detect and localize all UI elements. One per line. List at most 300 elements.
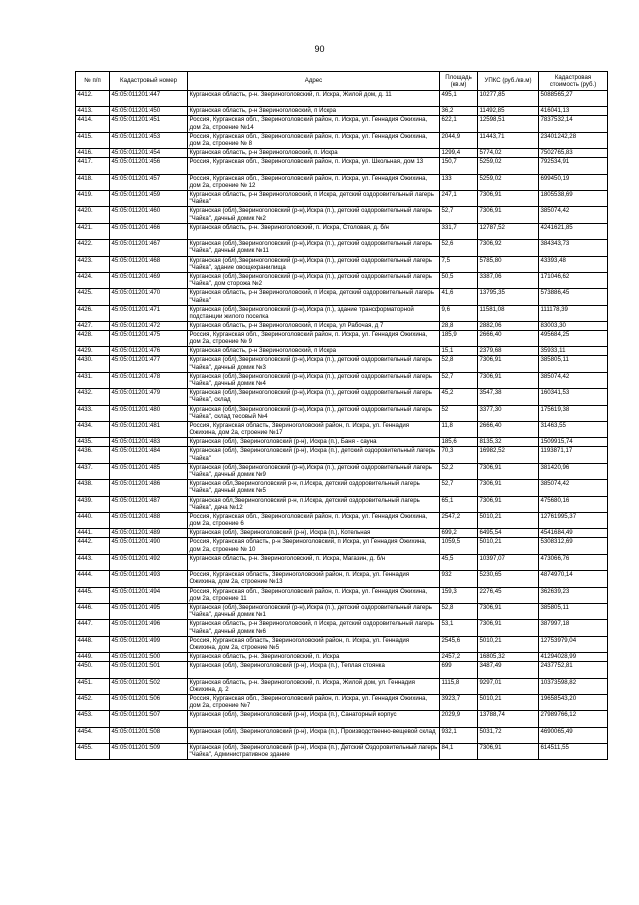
cell-cadastral-value: 35933,11 xyxy=(539,347,608,356)
cell-upks: 13795,35 xyxy=(478,289,539,305)
cell-row-number: 4417. xyxy=(76,158,110,174)
cell-address: Курганская (обл),Звериноголовский (р-н),Искра (п.), детский оздоровительный лагерь "Чайка", здание овощехранилища xyxy=(188,256,440,272)
cell-row-number: 4432. xyxy=(76,389,110,405)
cell-row-number: 4441. xyxy=(76,529,110,538)
table-row xyxy=(76,603,608,619)
cell-cadastral-value: 43393,48 xyxy=(539,256,608,272)
cell-cadastral-number: 45:05:011201:467 xyxy=(110,240,188,256)
cell-cadastral-number: 45:05:011201:506 xyxy=(110,694,188,710)
cell-address: Курганская область, р-н Звериноголовский, п Искра xyxy=(188,107,440,116)
cell-cadastral-value: 160341,53 xyxy=(539,389,608,405)
cell-row-number: 4424. xyxy=(76,272,110,288)
cell-row-number: 4438. xyxy=(76,480,110,496)
cell-address: Россия, Курганская обл., Звериноголовский район, п. Искра, ул. Геннадия Ожихина, дом 2а, строение № 12 xyxy=(188,174,440,190)
cell-area: 2457,2 xyxy=(440,653,478,662)
cell-address: Россия, Курганская область, р-н Звериноголовский, п Искра, ул Геннадия Ожихина, дом 2а, строение № 10 xyxy=(188,538,440,554)
table-row xyxy=(76,240,608,256)
cell-cadastral-value: 2437752,81 xyxy=(539,662,608,678)
cell-cadastral-value: 385074,42 xyxy=(539,480,608,496)
cell-cadastral-number: 45:05:011201:478 xyxy=(110,372,188,388)
header-upks: УПКС (руб./кв.м) xyxy=(478,72,539,91)
cell-address: Курганская обл,Звериноголовский р-н, п.Искра, детский оздоровительный лагерь "Чайка", дача №12 xyxy=(188,496,440,512)
cell-upks: 5785,80 xyxy=(478,256,539,272)
cell-area: 150,7 xyxy=(440,158,478,174)
cell-upks: 7306,91 xyxy=(478,463,539,479)
cell-area: 2545,6 xyxy=(440,636,478,652)
cadastral-value-table xyxy=(75,71,608,760)
cell-upks: 11492,85 xyxy=(478,107,539,116)
cell-cadastral-number: 45:05:011201:454 xyxy=(110,149,188,158)
cell-upks: 6495,54 xyxy=(478,529,539,538)
cell-cadastral-number: 45:05:011201:490 xyxy=(110,538,188,554)
cell-cadastral-number: 45:05:011201:472 xyxy=(110,322,188,331)
table-row xyxy=(76,158,608,174)
table-row xyxy=(76,438,608,447)
cell-row-number: 4440. xyxy=(76,512,110,528)
cell-address: Курганская область, р-н. Звериноголовский, п. Искра, Магазин, д. б/н xyxy=(188,554,440,570)
cell-cadastral-number: 45:05:011201:485 xyxy=(110,463,188,479)
cell-cadastral-number: 45:05:011201:493 xyxy=(110,571,188,587)
table-row xyxy=(76,480,608,496)
cell-row-number: 4454. xyxy=(76,727,110,743)
header-number: № п/п xyxy=(76,72,110,91)
cell-address: Курганская (обл), Звериноголовский (р-н), Искра (п.), Производственно-вещевой склад xyxy=(188,727,440,743)
cell-area: 41,6 xyxy=(440,289,478,305)
cell-area: 2044,9 xyxy=(440,132,478,148)
table-header-row xyxy=(76,72,608,91)
cell-area: 52,7 xyxy=(440,207,478,223)
cell-cadastral-number: 45:05:011201:475 xyxy=(110,331,188,347)
cell-area: 247,1 xyxy=(440,190,478,206)
table-row xyxy=(76,132,608,148)
cell-upks: 5774,02 xyxy=(478,149,539,158)
cell-cadastral-number: 45:05:011201:508 xyxy=(110,727,188,743)
cell-cadastral-number: 45:05:011201:499 xyxy=(110,636,188,652)
cell-area: 185,6 xyxy=(440,438,478,447)
cell-cadastral-value: 171046,62 xyxy=(539,272,608,288)
cell-row-number: 4449. xyxy=(76,653,110,662)
cell-address: Курганская область, р-н. Звериноголовский, п. Искра, Столовая, д. б/н xyxy=(188,223,440,239)
cell-cadastral-number: 45:05:011201:447 xyxy=(110,91,188,107)
cell-row-number: 4428. xyxy=(76,331,110,347)
cell-cadastral-number: 45:05:011201:487 xyxy=(110,496,188,512)
cell-area: 133 xyxy=(440,174,478,190)
cell-area: 2547,2 xyxy=(440,512,478,528)
table-row xyxy=(76,322,608,331)
cell-cadastral-value: 7837532,14 xyxy=(539,116,608,132)
cell-upks: 12787,52 xyxy=(478,223,539,239)
cell-cadastral-number: 45:05:011201:507 xyxy=(110,711,188,727)
table-row xyxy=(76,116,608,132)
cell-upks: 7306,91 xyxy=(478,356,539,372)
cell-address: Россия, Курганская обл., Звериноголовский район, п. Искра, ул. Школьная, дом 13 xyxy=(188,158,440,174)
table-row xyxy=(76,496,608,512)
cell-area: 1115,8 xyxy=(440,678,478,694)
cell-address: Россия, Курганская обл., Звериноголовский район, п. Искра, ул. Геннадия Ожихина, дом 2а, строение № 9 xyxy=(188,331,440,347)
cell-cadastral-value: 4541684,49 xyxy=(539,529,608,538)
cell-cadastral-number: 45:05:011201:495 xyxy=(110,603,188,619)
cell-row-number: 4427. xyxy=(76,322,110,331)
cell-area: 185,9 xyxy=(440,331,478,347)
cell-cadastral-value: 111178,39 xyxy=(539,305,608,321)
cell-address: Курганская (обл),Звериноголовский (р-н),Искра (п.), детский оздоровительный лагерь "Чайка", дачный домик №11 xyxy=(188,240,440,256)
cell-area: 7,5 xyxy=(440,256,478,272)
cell-cadastral-number: 45:05:011201:479 xyxy=(110,389,188,405)
cell-address: Курганская (обл),Звериноголовский (р-н),Искра (п.), детский оздоровительный лагерь "Чайка", дачный домик №4 xyxy=(188,372,440,388)
cell-address: Курганская (обл),Звериноголовский (р-н),Искра (п.), детский оздоровительный лагерь "Чайка", дачный домик №3 xyxy=(188,356,440,372)
cell-address: Курганская (обл),Звериноголовский (р-н),Искра (п.), детский оздоровительный лагерь "Чайка", дом сторожа №2 xyxy=(188,272,440,288)
cell-area: 2029,9 xyxy=(440,711,478,727)
cell-cadastral-value: 385805,11 xyxy=(539,356,608,372)
cell-row-number: 4426. xyxy=(76,305,110,321)
cell-upks: 2666,40 xyxy=(478,422,539,438)
cell-cadastral-value: 31463,55 xyxy=(539,422,608,438)
cell-row-number: 4416. xyxy=(76,149,110,158)
cell-upks: 7306,91 xyxy=(478,496,539,512)
cell-row-number: 4443. xyxy=(76,554,110,570)
cell-cadastral-value: 381420,96 xyxy=(539,463,608,479)
cell-cadastral-value: 384343,73 xyxy=(539,240,608,256)
table-row xyxy=(76,694,608,710)
cell-address: Курганская (обл), Звериноголовский (р-н), Искра (п.), Санаторный корпус xyxy=(188,711,440,727)
table-row xyxy=(76,305,608,321)
cell-area: 932 xyxy=(440,571,478,587)
cell-address: Курганская (обл),Звериноголовский (р-н),Искра (п.), детский оздоровительный лагерь "Чайка", дачный домик №2 xyxy=(188,207,440,223)
cell-cadastral-number: 45:05:011201:459 xyxy=(110,190,188,206)
table-row xyxy=(76,636,608,652)
cell-address: Курганская (обл),Звериноголовский (р-н),Искра (п.), детский оздоровительный лагерь "Чайка", склад тесовый №4 xyxy=(188,405,440,421)
cell-upks: 5010,21 xyxy=(478,512,539,528)
header-address: Адрес xyxy=(188,72,440,91)
cell-cadastral-value: 495684,25 xyxy=(539,331,608,347)
cell-cadastral-number: 45:05:011201:509 xyxy=(110,744,188,760)
cell-row-number: 4455. xyxy=(76,744,110,760)
table-row xyxy=(76,512,608,528)
cell-cadastral-number: 45:05:011201:466 xyxy=(110,223,188,239)
cell-upks: 7306,91 xyxy=(478,190,539,206)
cell-address: Курганская область, р-н. Звериноголовский, п. Искра, Жилой дом, д. 11 xyxy=(188,91,440,107)
cell-cadastral-value: 5088565,27 xyxy=(539,91,608,107)
cell-upks: 9297,01 xyxy=(478,678,539,694)
cell-cadastral-value: 385074,42 xyxy=(539,372,608,388)
cell-area: 84,1 xyxy=(440,744,478,760)
cell-upks: 2666,40 xyxy=(478,331,539,347)
cell-row-number: 4444. xyxy=(76,571,110,587)
cell-address: Россия, Курганская обл., Звериноголовский район, п. Искра, ул. Геннадия Ожихина, дом 2а, строение № 8 xyxy=(188,132,440,148)
cell-row-number: 4445. xyxy=(76,587,110,603)
cell-area: 45,2 xyxy=(440,389,478,405)
cell-address: Курганская область, р-н Звериноголовский, п Искра xyxy=(188,347,440,356)
cell-cadastral-value: 4241621,85 xyxy=(539,223,608,239)
cell-cadastral-number: 45:05:011201:450 xyxy=(110,107,188,116)
cell-cadastral-value: 385074,42 xyxy=(539,207,608,223)
header-cadastral-number: Кадастровый номер xyxy=(110,72,188,91)
cell-cadastral-value: 12753979,04 xyxy=(539,636,608,652)
cell-upks: 7306,92 xyxy=(478,240,539,256)
cell-upks: 5010,21 xyxy=(478,694,539,710)
cell-upks: 7306,91 xyxy=(478,480,539,496)
table-row xyxy=(76,372,608,388)
cell-upks: 3387,06 xyxy=(478,272,539,288)
cell-address: Россия, Курганская область, Звериноголовский район, п. Искра, ул. Геннадия Ожихина, дом 2а, строение №17 xyxy=(188,422,440,438)
table-row xyxy=(76,223,608,239)
table-body xyxy=(76,91,608,760)
cell-cadastral-value: 41294028,99 xyxy=(539,653,608,662)
table-row xyxy=(76,272,608,288)
cell-cadastral-number: 45:05:011201:496 xyxy=(110,620,188,636)
cell-area: 11,8 xyxy=(440,422,478,438)
cell-cadastral-number: 45:05:011201:457 xyxy=(110,174,188,190)
cell-cadastral-number: 45:05:011201:492 xyxy=(110,554,188,570)
cell-row-number: 4421. xyxy=(76,223,110,239)
cell-address: Россия, Курганская обл., Звериноголовский район, п. Искра, ул. Геннадия Ожихина, дом 2а, строение №14 xyxy=(188,116,440,132)
cell-cadastral-value: 1805538,69 xyxy=(539,190,608,206)
cell-area: 28,8 xyxy=(440,322,478,331)
cell-upks: 10277,85 xyxy=(478,91,539,107)
cell-area: 159,3 xyxy=(440,587,478,603)
cell-upks: 5031,72 xyxy=(478,727,539,743)
cell-row-number: 4429. xyxy=(76,347,110,356)
table-row xyxy=(76,744,608,760)
cell-upks: 3487,49 xyxy=(478,662,539,678)
cell-row-number: 4434. xyxy=(76,422,110,438)
cell-upks: 8135,32 xyxy=(478,438,539,447)
cell-address: Курганская область, р-н. Звериноголовский, п. Искра, Жилой дом, ул. Геннадия Ожихина, д. 2 xyxy=(188,678,440,694)
cell-cadastral-value: 473066,76 xyxy=(539,554,608,570)
cell-upks: 7306,91 xyxy=(478,207,539,223)
cell-area: 1299,4 xyxy=(440,149,478,158)
table-row xyxy=(76,174,608,190)
cell-row-number: 4422. xyxy=(76,240,110,256)
table-row xyxy=(76,256,608,272)
cell-row-number: 4430. xyxy=(76,356,110,372)
cell-cadastral-value: 475680,16 xyxy=(539,496,608,512)
cell-cadastral-number: 45:05:011201:501 xyxy=(110,662,188,678)
table-row xyxy=(76,620,608,636)
cell-cadastral-value: 792534,91 xyxy=(539,158,608,174)
cell-cadastral-number: 45:05:011201:502 xyxy=(110,678,188,694)
cell-row-number: 4446. xyxy=(76,603,110,619)
cell-address: Курганская (обл), Звериноголовский (р-н), Искра (п.), Детский Оздоровительный лагерь "Чайка", Административное здание xyxy=(188,744,440,760)
cell-area: 45,5 xyxy=(440,554,478,570)
cell-upks: 5010,21 xyxy=(478,538,539,554)
table-row xyxy=(76,289,608,305)
cell-upks: 11581,08 xyxy=(478,305,539,321)
cell-upks: 2882,06 xyxy=(478,322,539,331)
cell-row-number: 4423. xyxy=(76,256,110,272)
cell-cadastral-number: 45:05:011201:500 xyxy=(110,653,188,662)
cell-area: 331,7 xyxy=(440,223,478,239)
cell-area: 52,8 xyxy=(440,603,478,619)
cell-cadastral-number: 45:05:011201:486 xyxy=(110,480,188,496)
cell-cadastral-number: 45:05:011201:456 xyxy=(110,158,188,174)
cell-cadastral-number: 45:05:011201:453 xyxy=(110,132,188,148)
cell-address: Россия, Курганская обл., Звериноголовский район, п. Искра, ул. Геннадия Ожихина, дом 2а, строение №7 xyxy=(188,694,440,710)
table-row xyxy=(76,207,608,223)
table-row xyxy=(76,356,608,372)
cell-cadastral-value: 7502765,83 xyxy=(539,149,608,158)
cell-address: Россия, Курганская область, Звериноголовский район, п. Искра, ул. Геннадия Ожихина, дом 2а, строение №13 xyxy=(188,571,440,587)
cell-address: Курганская (обл), Звериноголовский (р-н), Искра (п.), Теплая стоянка xyxy=(188,662,440,678)
table-row xyxy=(76,571,608,587)
cell-area: 3923,7 xyxy=(440,694,478,710)
cell-cadastral-number: 45:05:011201:469 xyxy=(110,272,188,288)
cell-area: 70,3 xyxy=(440,447,478,463)
cell-row-number: 4419. xyxy=(76,190,110,206)
cell-area: 52,7 xyxy=(440,480,478,496)
cell-row-number: 4451. xyxy=(76,678,110,694)
cell-cadastral-value: 614511,55 xyxy=(539,744,608,760)
cell-upks: 11443,71 xyxy=(478,132,539,148)
cell-area: 52 xyxy=(440,405,478,421)
cell-address: Курганская область, р-н Звериноголовский, п. Искра xyxy=(188,149,440,158)
cell-area: 699,2 xyxy=(440,529,478,538)
cell-area: 622,1 xyxy=(440,116,478,132)
cell-area: 1059,5 xyxy=(440,538,478,554)
cell-area: 52,7 xyxy=(440,372,478,388)
cell-row-number: 4447. xyxy=(76,620,110,636)
cell-row-number: 4452. xyxy=(76,694,110,710)
table-row xyxy=(76,727,608,743)
cell-cadastral-value: 83003,30 xyxy=(539,322,608,331)
table-row xyxy=(76,347,608,356)
cell-address: Курганская область, р-н Звериноголовский, п Искра, детский оздоровительный лагерь "Чайка" xyxy=(188,190,440,206)
table-row xyxy=(76,331,608,347)
cell-cadastral-number: 45:05:011201:460 xyxy=(110,207,188,223)
table-row xyxy=(76,678,608,694)
cell-cadastral-number: 45:05:011201:471 xyxy=(110,305,188,321)
cell-address: Курганская (обл),Звериноголовский (р-н),Искра (п.), детский оздоровительный лагерь "Чайка", дачный домик №9 xyxy=(188,463,440,479)
cell-upks: 10397,07 xyxy=(478,554,539,570)
cell-row-number: 4439. xyxy=(76,496,110,512)
cell-upks: 5010,21 xyxy=(478,636,539,652)
cell-cadastral-value: 387997,18 xyxy=(539,620,608,636)
cell-upks: 13788,74 xyxy=(478,711,539,727)
cell-area: 52,2 xyxy=(440,463,478,479)
table-row xyxy=(76,711,608,727)
table-row xyxy=(76,389,608,405)
cell-cadastral-value: 362639,23 xyxy=(539,587,608,603)
table-row xyxy=(76,107,608,116)
cell-row-number: 4425. xyxy=(76,289,110,305)
cell-cadastral-number: 45:05:011201:488 xyxy=(110,512,188,528)
cell-address: Курганская область, р-н. Звериноголовский, п. Искра xyxy=(188,653,440,662)
cell-row-number: 4448. xyxy=(76,636,110,652)
cell-area: 699 xyxy=(440,662,478,678)
cell-cadastral-value: 5308312,69 xyxy=(539,538,608,554)
table-row xyxy=(76,653,608,662)
cell-cadastral-value: 1193871,17 xyxy=(539,447,608,463)
cell-upks: 2276,45 xyxy=(478,587,539,603)
cell-cadastral-number: 45:05:011201:451 xyxy=(110,116,188,132)
cell-cadastral-value: 175619,38 xyxy=(539,405,608,421)
cell-cadastral-value: 27989766,12 xyxy=(539,711,608,727)
cell-upks: 7306,91 xyxy=(478,744,539,760)
cell-address: Россия, Курганская область, Звериноголовский район, п. Искра, ул. Геннадия Ожихина, дом 2а, строение №5 xyxy=(188,636,440,652)
cell-row-number: 4435. xyxy=(76,438,110,447)
cell-cadastral-number: 45:05:011201:480 xyxy=(110,405,188,421)
cell-cadastral-number: 45:05:011201:477 xyxy=(110,356,188,372)
table-row xyxy=(76,554,608,570)
table-row xyxy=(76,529,608,538)
cell-row-number: 4414. xyxy=(76,116,110,132)
cell-upks: 3377,30 xyxy=(478,405,539,421)
cell-row-number: 4436. xyxy=(76,447,110,463)
cell-area: 65,1 xyxy=(440,496,478,512)
table-row xyxy=(76,405,608,421)
cell-cadastral-number: 45:05:011201:489 xyxy=(110,529,188,538)
cell-row-number: 4433. xyxy=(76,405,110,421)
cell-cadastral-number: 45:05:011201:468 xyxy=(110,256,188,272)
cell-area: 50,5 xyxy=(440,272,478,288)
cell-upks: 5259,02 xyxy=(478,174,539,190)
cell-cadastral-value: 19658543,20 xyxy=(539,694,608,710)
cell-row-number: 4415. xyxy=(76,132,110,148)
cell-row-number: 4420. xyxy=(76,207,110,223)
cell-upks: 5230,65 xyxy=(478,571,539,587)
cell-upks: 7306,91 xyxy=(478,372,539,388)
table-row xyxy=(76,538,608,554)
cell-address: Курганская (обл), Звериноголовский (р-н), Искра (п.), Баня - сауна xyxy=(188,438,440,447)
table-row xyxy=(76,91,608,107)
cell-address: Курганская (обл),Звериноголовский (р-н),Искра (п.), детский оздоровительный лагерь "Чайка", дачный домик №1 xyxy=(188,603,440,619)
cell-upks: 16805,32 xyxy=(478,653,539,662)
cell-upks: 16982,52 xyxy=(478,447,539,463)
cell-row-number: 4450. xyxy=(76,662,110,678)
cell-area: 15,1 xyxy=(440,347,478,356)
cell-row-number: 4442. xyxy=(76,538,110,554)
cell-area: 495,1 xyxy=(440,91,478,107)
cell-cadastral-value: 10373598,82 xyxy=(539,678,608,694)
header-area: Площадь (кв.м) xyxy=(440,72,478,91)
cell-cadastral-number: 45:05:011201:481 xyxy=(110,422,188,438)
cell-area: 53,1 xyxy=(440,620,478,636)
cell-row-number: 4413. xyxy=(76,107,110,116)
table-row xyxy=(76,587,608,603)
table-row xyxy=(76,149,608,158)
cell-upks: 3547,38 xyxy=(478,389,539,405)
cell-cadastral-number: 45:05:011201:476 xyxy=(110,347,188,356)
table-row xyxy=(76,463,608,479)
cell-address: Россия, Курганская обл., Звериноголовский район, п. Искра, ул. Геннадия Ожихина, дом 2а, строение 6 xyxy=(188,512,440,528)
cell-row-number: 4418. xyxy=(76,174,110,190)
cell-cadastral-number: 45:05:011201:483 xyxy=(110,438,188,447)
page-number: 90 xyxy=(314,44,325,54)
cell-cadastral-number: 45:05:011201:470 xyxy=(110,289,188,305)
cell-area: 9,6 xyxy=(440,305,478,321)
cell-cadastral-value: 4874970,14 xyxy=(539,571,608,587)
cell-upks: 7306,91 xyxy=(478,620,539,636)
cell-area: 36,2 xyxy=(440,107,478,116)
cell-upks: 12598,51 xyxy=(478,116,539,132)
cell-row-number: 4437. xyxy=(76,463,110,479)
cell-area: 52,8 xyxy=(440,356,478,372)
cell-upks: 5259,02 xyxy=(478,158,539,174)
cell-address: Россия, Курганская обл., Звериноголовский район, п. Искра, ул. Геннадия Ожихина, дом 2а, строение 11 xyxy=(188,587,440,603)
cell-address: Курганская (обл), Звериноголовский (р-н), Искра (п.), Котельная xyxy=(188,529,440,538)
cell-cadastral-value: 23401242,28 xyxy=(539,132,608,148)
cell-cadastral-value: 573886,45 xyxy=(539,289,608,305)
cell-address: Курганская (обл),Звериноголовский (р-н),Искра (п.), здание трансформаторной подстанции жилого поселка xyxy=(188,305,440,321)
cell-row-number: 4412. xyxy=(76,91,110,107)
cell-address: Курганская (обл),Звериноголовский (р-н),Искра (п.), детский оздоровительный лагерь "Чайка", склад xyxy=(188,389,440,405)
cell-area: 52,6 xyxy=(440,240,478,256)
header-cadastral-value: Кадастровая стоимость (руб.) xyxy=(539,72,608,91)
table-row xyxy=(76,422,608,438)
cell-cadastral-value: 12761995,37 xyxy=(539,512,608,528)
cell-address: Курганская область, р-н Звериноголовский, п Искра, детский оздоровительный лагерь "Чайка", дачный домик №6 xyxy=(188,620,440,636)
cell-cadastral-value: 4690065,49 xyxy=(539,727,608,743)
